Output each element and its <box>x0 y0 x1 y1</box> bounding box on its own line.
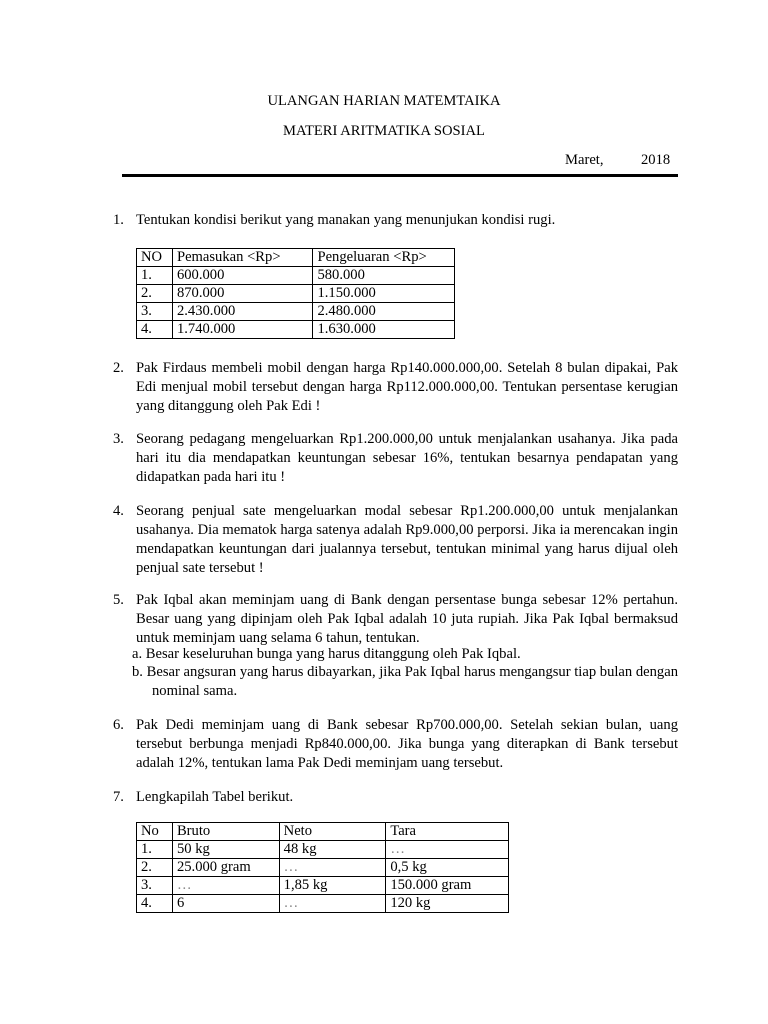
table-cell: … <box>279 895 386 913</box>
table-cell: 150.000 gram <box>386 877 509 895</box>
table-cell: 4. <box>137 321 173 339</box>
table-header-cell: Pemasukan <Rp> <box>172 249 313 267</box>
date-line <box>565 152 671 169</box>
table-row <box>137 859 509 877</box>
question-1 <box>113 211 678 230</box>
question-number: 4. <box>113 503 124 519</box>
table-cell: 3. <box>137 303 173 321</box>
table-cell: … <box>279 859 386 877</box>
question-text: Pak Iqbal akan meminjam uang di Bank dengan persentase bunga sebesar 12% pertahun. Besar uang yang dipinjam oleh Pak Iqbal adalah 10 juta rupiah. Jika Pak Iqbal bermaksud untuk meminjam uang selama 6 tahun, tentukan. <box>136 592 678 646</box>
table-header-cell: Bruto <box>172 823 279 841</box>
question-number: 6. <box>113 717 124 733</box>
table-cell: 870.000 <box>172 285 313 303</box>
table-cell: 25.000 gram <box>172 859 279 877</box>
table-cell: 2. <box>137 859 173 877</box>
table-row <box>137 895 509 913</box>
table-income-expense <box>136 248 455 339</box>
question-text: Tentukan kondisi berikut yang manakan yang menunjukan kondisi rugi. <box>136 212 556 228</box>
question-text: Seorang pedagang mengeluarkan Rp1.200.000,00 untuk menjalankan usahanya. Jika pada hari itu dia mendapatkan keuntungan sebesar 16%, tentukan besarnya pendapatan yang didapatkan pada hari itu ! <box>136 431 678 485</box>
question-5 <box>113 591 678 648</box>
date-month: Maret, <box>565 152 604 168</box>
question-number: 2. <box>113 360 124 376</box>
table-cell: 120 kg <box>386 895 509 913</box>
table-cell: 580.000 <box>313 267 455 285</box>
question-5-sub-b: b. Besar angsuran yang harus dibayarkan, jika Pak Iqbal harus mengangsur tiap bulan dengan nominal sama. <box>132 664 678 699</box>
table-row <box>137 841 509 859</box>
table-cell: 50 kg <box>172 841 279 859</box>
table-row <box>137 321 455 339</box>
document-title: ULANGAN HARIAN MATEMTAIKA <box>267 93 501 109</box>
table-cell: 3. <box>137 877 173 895</box>
question-text: Lengkapilah Tabel berikut. <box>136 789 294 805</box>
table-header-row <box>137 249 455 267</box>
table-cell: 1.740.000 <box>172 321 313 339</box>
table-cell: 1. <box>137 841 173 859</box>
table-bruto-neto-tara <box>136 822 509 913</box>
table-header-cell: No <box>137 823 173 841</box>
question-number: 1. <box>113 212 124 228</box>
question-text: Pak Firdaus membeli mobil dengan harga Rp140.000.000,00. Setelah 8 bulan dipakai, Pak Edi menjual mobil tersebut dengan harga Rp112.000.000,00. Tentukan persentase kerugian yang ditanggung oleh Pak Edi ! <box>136 360 678 414</box>
question-text: Pak Dedi meminjam uang di Bank sebesar Rp700.000,00. Setelah sekian bulan, uang tersebut berbunga menjadi Rp840.000,00. Jika bunga yang diterapkan di Bank tersebut adalah 12%, tentukan lama Pak Dedi meminjam uang tersebut. <box>136 717 678 771</box>
table-cell: … <box>172 877 279 895</box>
question-5-sub-a: a. Besar keseluruhan bunga yang harus ditanggung oleh Pak Iqbal. <box>132 646 521 662</box>
table-row <box>137 877 509 895</box>
table-cell: 600.000 <box>172 267 313 285</box>
table-cell: 1.150.000 <box>313 285 455 303</box>
header-divider <box>122 174 678 177</box>
table-cell: 2. <box>137 285 173 303</box>
question-4 <box>113 502 678 578</box>
table-cell: 2.430.000 <box>172 303 313 321</box>
question-3 <box>113 430 678 487</box>
table-cell: 0,5 kg <box>386 859 509 877</box>
table-row <box>137 285 455 303</box>
table-cell: 4. <box>137 895 173 913</box>
question-text: Seorang penjual sate mengeluarkan modal sebesar Rp1.200.000,00 untuk menjalankan usahanya. Dia mematok harga satenya adalah Rp9.000,00 perporsi. Jika ia merencakan ingin mendapatkan keuntungan dari jualannya tersebut, tentukan minimal yang harus dijual oleh penjual sate tersebut ! <box>136 503 678 576</box>
question-2 <box>113 359 678 416</box>
table-cell: … <box>386 841 509 859</box>
table-cell: 1. <box>137 267 173 285</box>
question-number: 5. <box>113 592 124 608</box>
table-row <box>137 303 455 321</box>
table-header-cell: NO <box>137 249 173 267</box>
question-7 <box>113 788 678 807</box>
table-cell: 1,85 kg <box>279 877 386 895</box>
table-cell: 6 <box>172 895 279 913</box>
question-number: 7. <box>113 789 124 805</box>
table-cell: 2.480.000 <box>313 303 455 321</box>
table-header-cell: Neto <box>279 823 386 841</box>
table-row <box>137 267 455 285</box>
table-header-cell: Pengeluaran <Rp> <box>313 249 455 267</box>
date-year: 2018 <box>641 152 671 168</box>
document-subtitle: MATERI ARITMATIKA SOSIAL <box>283 123 485 139</box>
table-header-row <box>137 823 509 841</box>
question-6 <box>113 716 678 773</box>
table-cell: 48 kg <box>279 841 386 859</box>
question-number: 3. <box>113 431 124 447</box>
table-header-cell: Tara <box>386 823 509 841</box>
table-cell: 1.630.000 <box>313 321 455 339</box>
